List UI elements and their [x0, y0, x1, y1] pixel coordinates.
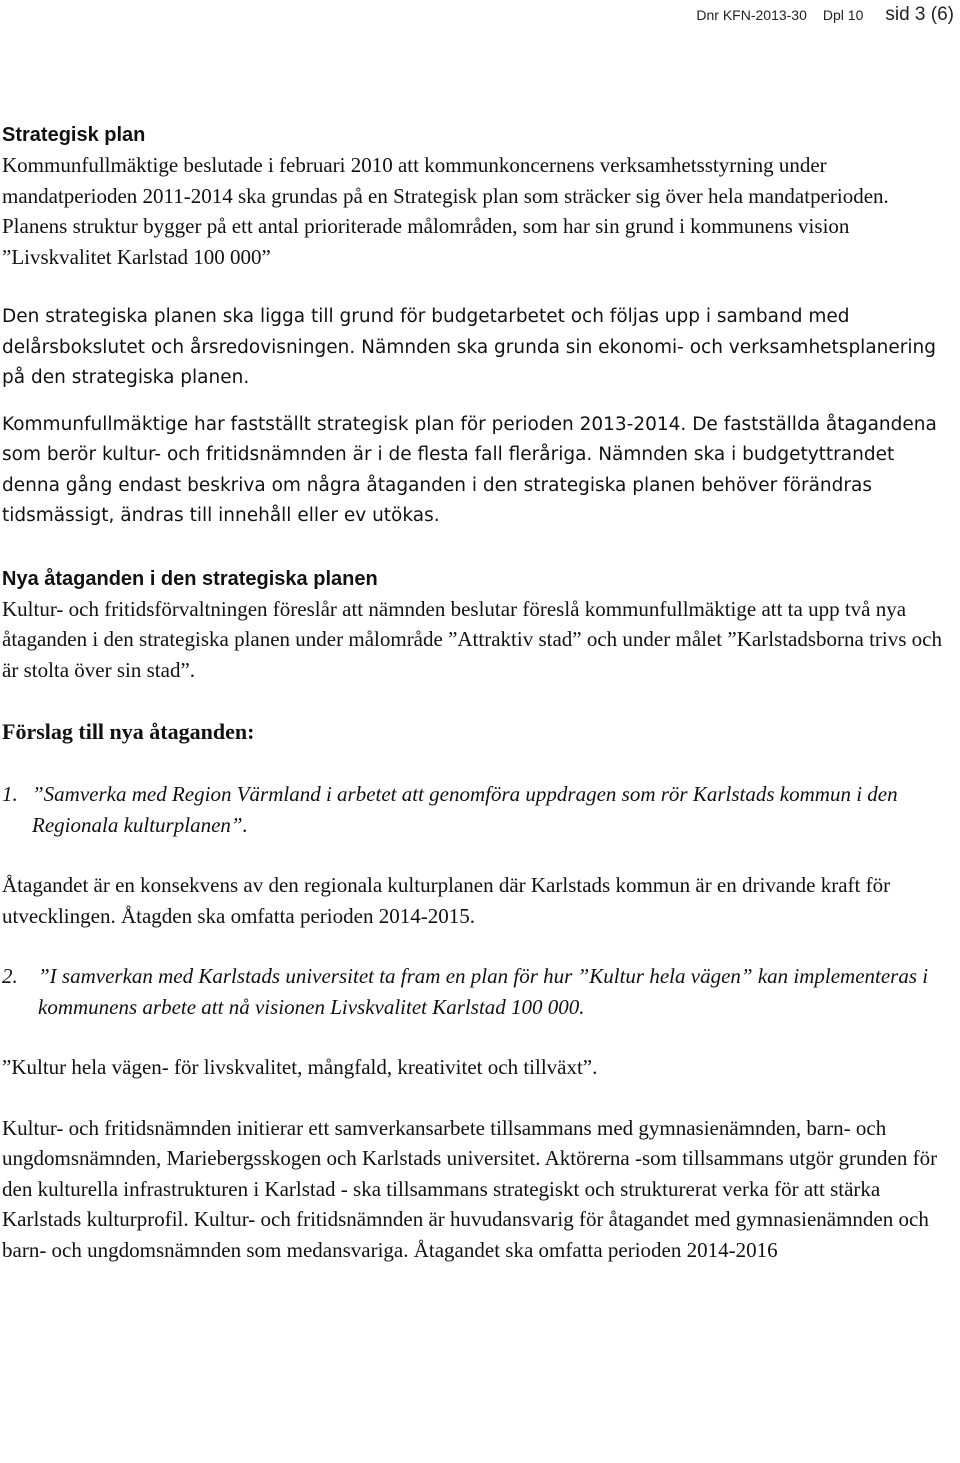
- dpl-number: Dpl 10: [822, 7, 864, 23]
- page-header: [696, 4, 954, 26]
- list-item-2-text: ”I samverkan med Karlstads universitet ta fram en plan för hur ”Kultur hela vägen” kan implementeras i kommunens arbete att nå visionen Livskvalitet Karlstad 100 000.: [38, 964, 929, 1019]
- list-item-1-text: ”Samverka med Region Värmland i arbetet att genomföra uppdragen som rör Karlstads kommun i den Regionala kulturplanen”.: [32, 782, 898, 837]
- heading-nya-ataganden: Nya åtaganden i den strategiska planen: [2, 567, 378, 590]
- paragraph-fastställd-plan: Kommunfullmäktige har fastställt strategisk plan för perioden 2013-2014. De fastställda åtagandena som berör kultur- och fritidsnämnden är i de flesta fall fleråriga. Nämnden ska i budgetyttrandet denna gång endast beskriva om några åtaganden i den strategiska planen behöver förändras tidsmässigt, ändras till innehåll eller ev utökas.: [2, 413, 937, 526]
- paragraph-forslag-intro: Kultur- och fritidsförvaltningen föreslår att nämnden beslutar föreslå kommunfullmäktige att ta upp två nya åtaganden i den strategiska planen under målområde ”Attraktiv stad” och under målet ”Karlstadsborna trivs och är stolta över sin stad”.: [2, 596, 942, 682]
- paragraph-strategisk-plan-intro: Kommunfullmäktige beslutade i februari 2010 att kommunkoncernens verksamhetsstyrning under mandatperioden 2011-2014 ska grundas på en Strategisk plan som sträcker sig över hela mandatperioden. Planens struktur bygger på ett antal prioriterade målområden, som har sin grund i kommunens vision ”Livskvalitet Karlstad 100 000”: [2, 153, 889, 269]
- paragraph-atagandet-konsekvens: Åtagandet är en konsekvens av den regionala kulturplanen där Karlstads kommun är en drivande kraft för utvecklingen. Åtagden ska omfatta perioden 2014-2015.: [2, 873, 891, 928]
- document-body: [2, 120, 952, 1265]
- paragraph-budget-basis: Den strategiska planen ska ligga till grund för budgetarbetet och följas upp i samband med delårsbokslutet och årsredovisningen. Nämnden ska grunda sin ekonomi- och verksamhetsplanering på den strategiska planen.: [2, 306, 936, 388]
- heading-forslag: Förslag till nya åtaganden:: [2, 719, 255, 744]
- page-number: sid 3 (6): [885, 4, 954, 25]
- document-number: Dnr KFN-2013-30: [696, 7, 807, 23]
- paragraph-samverkansarbete: Kultur- och fritidsnämnden initierar ett samverkansarbete tillsammans med gymnasienämnden, barn- och ungdomsnämnden, Mariebergsskogen och Karlstads universitet. Aktörerna -som tillsammans utgör grunden för den kulturella infrastrukturen i Karlstad - ska tillsammans strategiskt och strukturerat verka för att stärka Karlstads kulturprofil. Kultur- och fritidsnämnden är huvudansvarig för åtagandet med gymnasienämnden och barn- och ungdomsnämnden som medansvariga. Åtagandet ska omfatta perioden 2014-2016: [2, 1115, 938, 1262]
- list-item-1-number: 1.: [2, 782, 18, 806]
- heading-strategisk-plan: Strategisk plan: [2, 124, 146, 146]
- list-item-2: [2, 961, 952, 1022]
- list-item-2-number: 2.: [2, 964, 18, 988]
- quote-kultur-hela-vagen: ”Kultur hela vägen- för livskvalitet, mångfald, kreativitet och tillväxt”.: [2, 1055, 598, 1079]
- list-item-1: [2, 779, 952, 840]
